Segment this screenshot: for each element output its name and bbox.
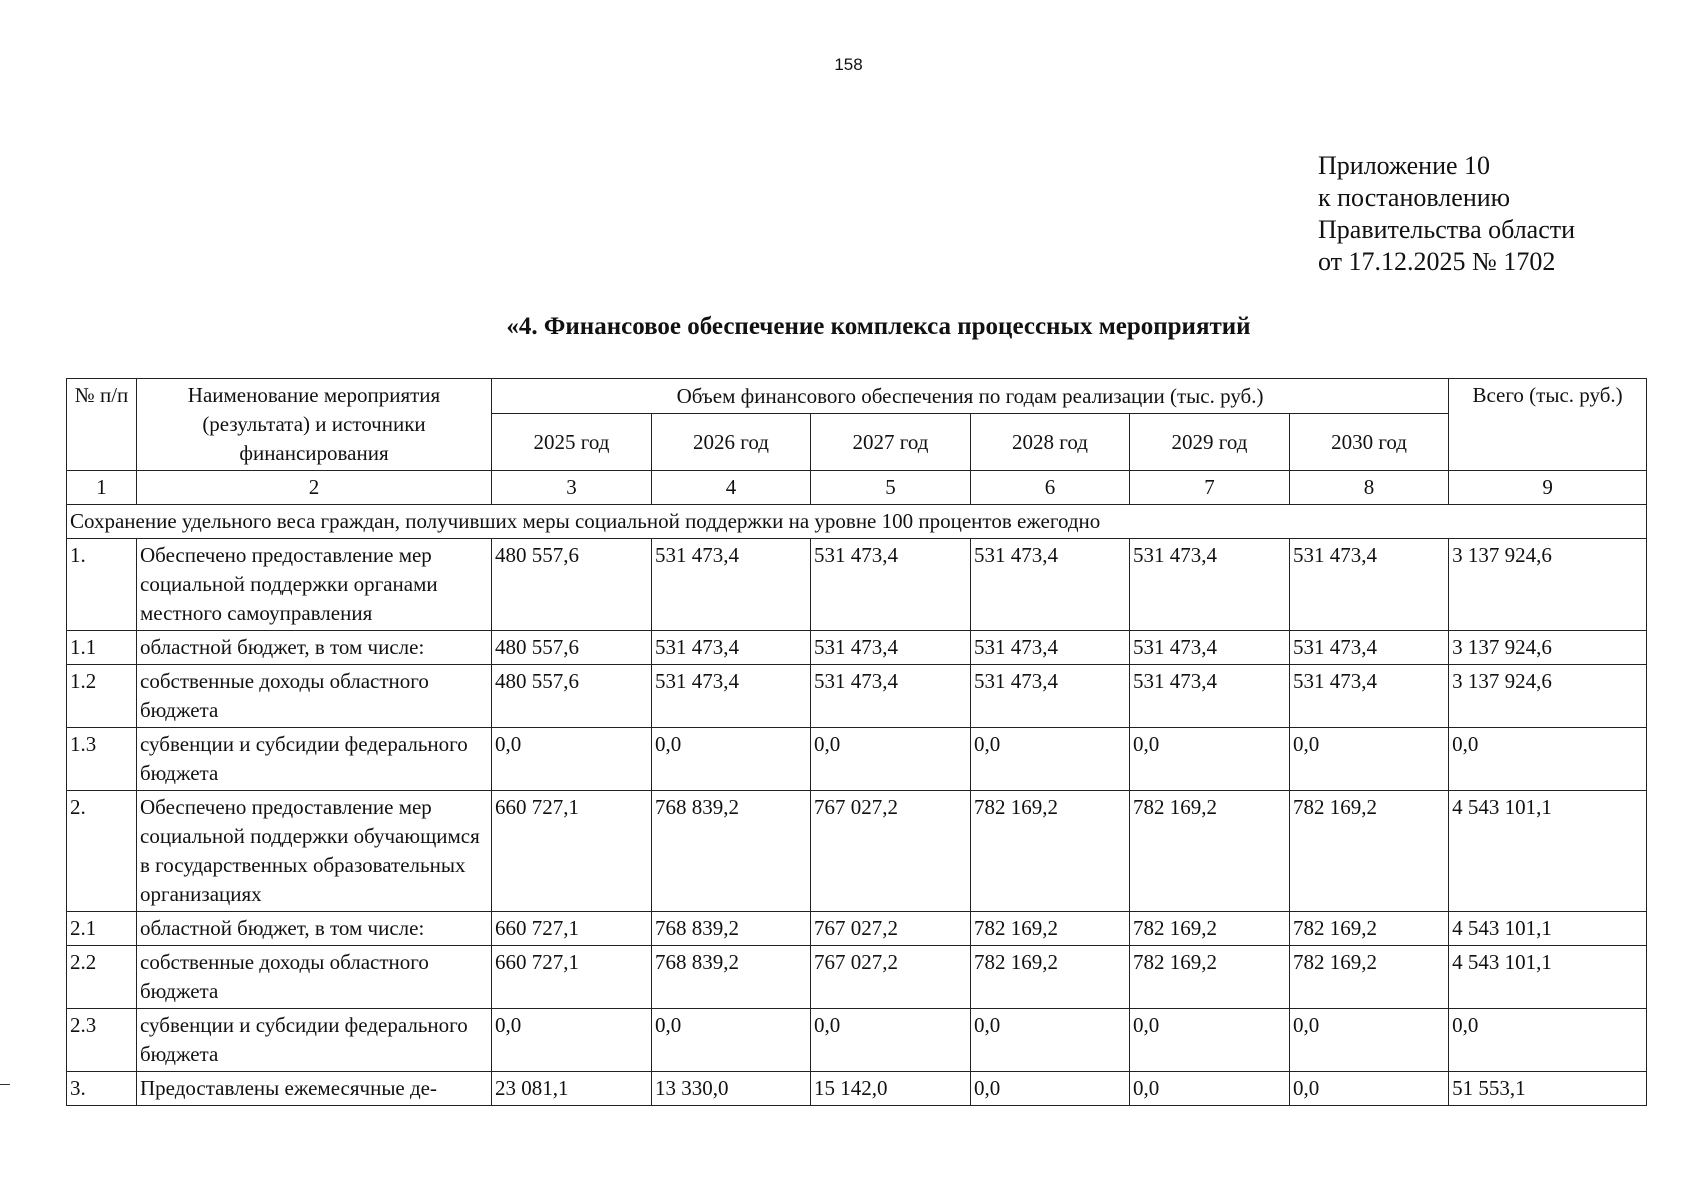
row-name: субвенции и субсидии федерального бюджета (137, 728, 492, 791)
table-row (67, 946, 1647, 1009)
row-value: 0,0 (1130, 1009, 1290, 1072)
column-number: 4 (652, 471, 811, 505)
header-name: Наименование мероприятия (результата) и источники финансирования (137, 379, 492, 471)
row-value: 3 137 924,6 (1449, 539, 1647, 631)
row-name: собственные доходы областного бюджета (137, 665, 492, 728)
row-number: 2.2 (67, 946, 137, 1009)
row-value: 782 169,2 (971, 912, 1130, 946)
row-value: 782 169,2 (1130, 791, 1290, 912)
table-row (67, 791, 1647, 912)
row-name: собственные доходы областного бюджета (137, 946, 492, 1009)
column-numbers-row (67, 471, 1647, 505)
row-value: 660 727,1 (492, 791, 652, 912)
row-name: областной бюджет, в том числе: (137, 912, 492, 946)
row-value: 782 169,2 (1130, 912, 1290, 946)
row-value: 767 027,2 (811, 791, 971, 912)
row-value: 0,0 (652, 1009, 811, 1072)
row-name: субвенции и субсидии федерального бюджета (137, 1009, 492, 1072)
column-number: 2 (137, 471, 492, 505)
row-value: 531 473,4 (811, 539, 971, 631)
row-value: 782 169,2 (1290, 912, 1449, 946)
header-year: 2026 год (652, 414, 811, 471)
row-name: Обеспечено предоставление мер социальной поддержки органами местного самоуправления (137, 539, 492, 631)
row-value: 0,0 (971, 728, 1130, 791)
column-number: 1 (67, 471, 137, 505)
header-year: 2025 год (492, 414, 652, 471)
row-name: Обеспечено предоставление мер социальной поддержки обучающимся в государственных образовательных организациях (137, 791, 492, 912)
table-row (67, 1072, 1647, 1106)
section-title: Сохранение удельного веса граждан, получивших меры социальной поддержки на уровне 100 процентов ежегодно (67, 505, 1647, 539)
row-value: 531 473,4 (652, 631, 811, 665)
row-value: 0,0 (1449, 1009, 1647, 1072)
row-value: 0,0 (811, 1009, 971, 1072)
row-value: 531 473,4 (652, 539, 811, 631)
row-value: 3 137 924,6 (1449, 665, 1647, 728)
appendix-line: от 17.12.2025 № 1702 (1318, 247, 1556, 276)
header-year: 2027 год (811, 414, 971, 471)
row-value: 531 473,4 (811, 665, 971, 728)
row-value: 660 727,1 (492, 946, 652, 1009)
column-number: 6 (971, 471, 1130, 505)
row-value: 4 543 101,1 (1449, 912, 1647, 946)
row-value: 768 839,2 (652, 791, 811, 912)
row-name: областной бюджет, в том числе: (137, 631, 492, 665)
header-volume: Объем финансового обеспечения по годам реализации (тыс. руб.) (492, 379, 1449, 414)
table-row (67, 665, 1647, 728)
table-row (67, 539, 1647, 631)
column-number: 9 (1449, 471, 1647, 505)
column-number: 7 (1130, 471, 1290, 505)
page-number: 158 (834, 55, 863, 74)
column-number: 5 (811, 471, 971, 505)
row-value: 0,0 (811, 728, 971, 791)
row-number: 1.2 (67, 665, 137, 728)
row-value: 0,0 (971, 1072, 1130, 1106)
row-value: 13 330,0 (652, 1072, 811, 1106)
row-value: 531 473,4 (1290, 539, 1449, 631)
appendix-block (1318, 150, 1575, 278)
row-value: 531 473,4 (971, 631, 1130, 665)
row-value: 531 473,4 (652, 665, 811, 728)
row-value: 0,0 (1290, 1072, 1449, 1106)
row-name: Предоставлены ежемесячные де- (137, 1072, 492, 1106)
column-number: 8 (1290, 471, 1449, 505)
row-value: 660 727,1 (492, 912, 652, 946)
row-value: 782 169,2 (971, 946, 1130, 1009)
header-year: 2029 год (1130, 414, 1290, 471)
row-value: 0,0 (652, 728, 811, 791)
row-value: 531 473,4 (971, 539, 1130, 631)
row-value: 480 557,6 (492, 631, 652, 665)
table-row (67, 631, 1647, 665)
row-value: 531 473,4 (811, 631, 971, 665)
row-value: 782 169,2 (1130, 946, 1290, 1009)
row-value: 0,0 (1449, 728, 1647, 791)
appendix-line: к постановлению (1318, 183, 1511, 212)
row-value: 531 473,4 (1130, 631, 1290, 665)
row-number: 1.1 (67, 631, 137, 665)
row-value: 782 169,2 (1290, 791, 1449, 912)
row-value: 767 027,2 (811, 912, 971, 946)
row-value: 3 137 924,6 (1449, 631, 1647, 665)
row-number: 2.3 (67, 1009, 137, 1072)
row-value: 782 169,2 (971, 791, 1130, 912)
table-row (67, 1009, 1647, 1072)
row-value: 768 839,2 (652, 946, 811, 1009)
appendix-line: Правительства области (1318, 215, 1576, 244)
header-total: Всего (тыс. руб.) (1449, 379, 1647, 471)
row-number: 2. (67, 791, 137, 912)
row-value: 4 543 101,1 (1449, 791, 1647, 912)
row-value: 0,0 (1290, 1009, 1449, 1072)
section-row (67, 505, 1647, 539)
appendix-line: Приложение 10 (1318, 151, 1491, 180)
row-value: 531 473,4 (971, 665, 1130, 728)
row-value: 767 027,2 (811, 946, 971, 1009)
row-number: 2.1 (67, 912, 137, 946)
row-value: 531 473,4 (1130, 665, 1290, 728)
row-number: 1.3 (67, 728, 137, 791)
row-value: 0,0 (492, 1009, 652, 1072)
document-title: «4. Финансовое обеспечение комплекса процессных мероприятий (506, 313, 1251, 340)
row-value: 531 473,4 (1290, 631, 1449, 665)
row-value: 23 081,1 (492, 1072, 652, 1106)
row-value: 0,0 (1290, 728, 1449, 791)
header-num: № п/п (67, 379, 137, 471)
row-value: 480 557,6 (492, 539, 652, 631)
financing-table (66, 378, 1647, 1106)
row-value: 768 839,2 (652, 912, 811, 946)
row-value: 782 169,2 (1290, 946, 1449, 1009)
table-row (67, 728, 1647, 791)
row-number: 1. (67, 539, 137, 631)
row-value: 0,0 (1130, 1072, 1290, 1106)
row-number: 3. (67, 1072, 137, 1106)
column-number: 3 (492, 471, 652, 505)
row-value: 531 473,4 (1290, 665, 1449, 728)
row-value: 4 543 101,1 (1449, 946, 1647, 1009)
row-value: 0,0 (971, 1009, 1130, 1072)
margin-mark (0, 1084, 10, 1085)
header-year: 2028 год (971, 414, 1130, 471)
row-value: 0,0 (1130, 728, 1290, 791)
row-value: 480 557,6 (492, 665, 652, 728)
header-year: 2030 год (1290, 414, 1449, 471)
row-value: 531 473,4 (1130, 539, 1290, 631)
row-value: 0,0 (492, 728, 652, 791)
table-row (67, 912, 1647, 946)
row-value: 15 142,0 (811, 1072, 971, 1106)
row-value: 51 553,1 (1449, 1072, 1647, 1106)
